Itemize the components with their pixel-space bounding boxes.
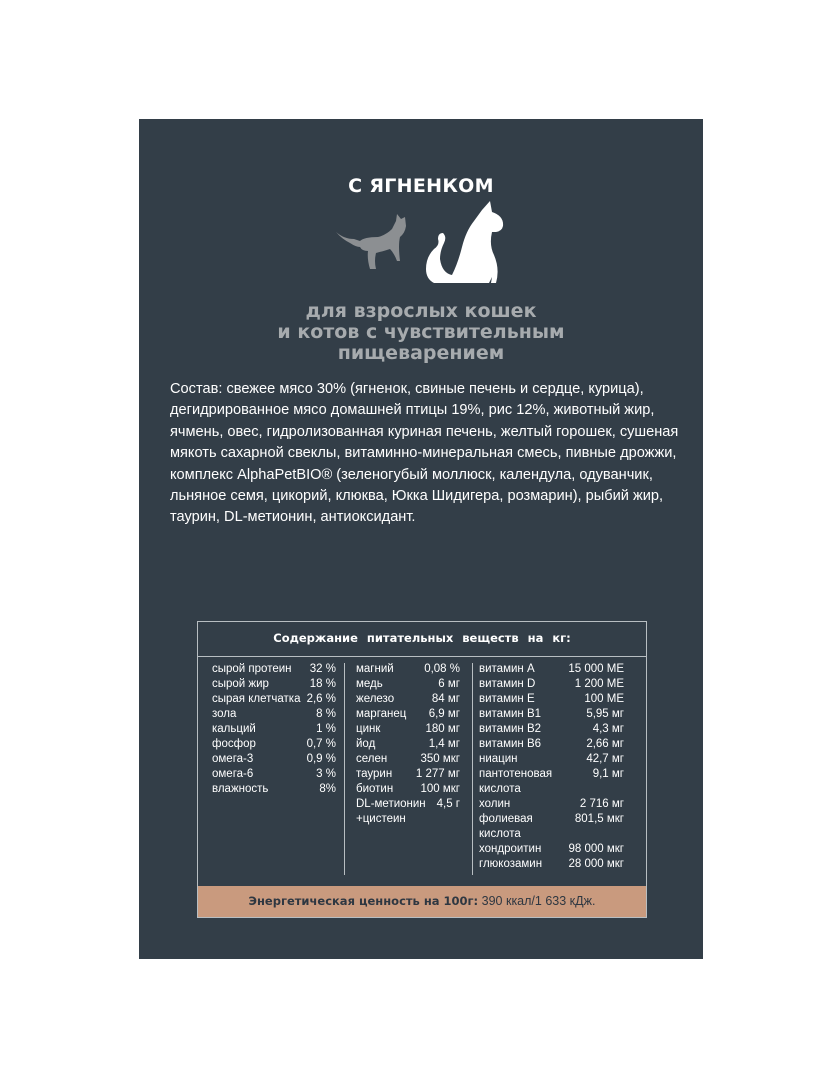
nutrient-row xyxy=(356,737,460,752)
nutrient-name: сырая клетчатка xyxy=(212,693,301,705)
nutrient-name: омега-3 xyxy=(212,753,254,765)
nutrient-row xyxy=(479,827,624,842)
nutrient-row xyxy=(479,737,624,752)
nutrient-row xyxy=(356,677,460,692)
nutrient-name: витамин В2 xyxy=(479,723,542,735)
composition-line: льняное семя, цикорий, клюква, Юкка Шидигера, розмарин), рыбий жир, xyxy=(170,488,664,505)
nutrient-row xyxy=(479,782,624,797)
composition-line: комплекс AlphaPetBIO® (зеленогубый моллюск, календула, одуванчик, xyxy=(170,466,653,483)
product-label-panel xyxy=(139,119,703,959)
nutrient-row xyxy=(212,752,336,767)
nutrients-column-basic xyxy=(212,662,336,797)
nutrient-value: 42,7 мг xyxy=(586,753,624,765)
nutrition-title: Содержание питательных веществ на кг: xyxy=(273,631,571,645)
nutrient-name: зола xyxy=(212,708,237,720)
nutrient-name: фолиевая xyxy=(479,813,533,825)
nutrient-value: 28 000 мкг xyxy=(568,858,624,870)
nutrient-name: йод xyxy=(356,738,376,750)
nutrient-row xyxy=(479,677,624,692)
nutrient-name: пантотеновая xyxy=(479,768,553,780)
nutrient-name: медь xyxy=(356,678,383,690)
nutrient-value: 8 % xyxy=(316,708,336,720)
nutrient-name: витамин В1 xyxy=(479,708,542,720)
nutrient-row xyxy=(479,722,624,737)
nutrient-name: витамин А xyxy=(479,663,535,675)
nutrient-name: холин xyxy=(479,798,511,810)
nutrient-name: фосфор xyxy=(212,738,256,750)
nutrient-row xyxy=(356,812,460,827)
nutrient-value: 6 мг xyxy=(438,678,460,690)
composition-line: дегидрированное мясо домашней птицы 19%, рис 12%, животный жир, xyxy=(170,402,655,419)
nutrient-row xyxy=(479,842,624,857)
column-divider xyxy=(344,663,345,875)
nutrient-name: глюкозамин xyxy=(479,858,543,870)
nutrient-value: 1 277 мг xyxy=(415,768,460,780)
nutrient-name: ниацин xyxy=(479,753,518,765)
nutrient-row xyxy=(479,857,624,872)
nutrient-value: 2 716 мг xyxy=(579,798,624,810)
nutrient-value: 0,9 % xyxy=(306,753,336,765)
nutrient-name: марганец xyxy=(356,708,407,720)
nutrient-value: 5,95 мг xyxy=(586,708,624,720)
nutrient-row xyxy=(479,692,624,707)
nutrient-row xyxy=(356,782,460,797)
nutrient-value: 100 мкг xyxy=(420,783,460,795)
subtitle-line: для взрослых кошек xyxy=(305,300,537,322)
composition-line: мякоть сахарной свеклы, витаминно-минеральная смесь, пивные дрожжи, xyxy=(170,445,677,462)
nutrient-row xyxy=(212,707,336,722)
nutrient-value: 2,66 мг xyxy=(586,738,624,750)
energy-value-band xyxy=(198,886,646,917)
nutrient-value: 6,9 мг xyxy=(428,708,460,720)
nutrient-name: омега-6 xyxy=(212,768,254,780)
title-divider xyxy=(198,656,646,657)
nutrient-value: 0,08 % xyxy=(424,663,460,675)
nutrient-name: витамин Е xyxy=(479,693,535,705)
nutrient-name: кальций xyxy=(212,723,256,735)
nutrient-value: 15 000 МЕ xyxy=(568,663,624,675)
nutrient-value: 8% xyxy=(319,783,336,795)
nutrient-row xyxy=(479,752,624,767)
composition-line: ячмень, овес, гидролизованная куриная печень, желтый горошек, сушеная xyxy=(170,423,679,440)
nutrient-value: 0,7 % xyxy=(306,738,336,750)
nutrient-name: сырой протеин xyxy=(212,663,292,675)
nutrient-row xyxy=(479,767,624,782)
nutrient-row xyxy=(479,707,624,722)
nutrient-name: биотин xyxy=(356,783,394,795)
nutrient-value: 32 % xyxy=(309,663,336,675)
nutrient-row xyxy=(356,752,460,767)
nutrient-value: 100 МЕ xyxy=(584,693,624,705)
composition-text xyxy=(170,379,680,529)
subtitle-line: пищеварением xyxy=(337,342,505,364)
nutrient-row xyxy=(479,812,624,827)
nutrient-row xyxy=(356,722,460,737)
nutrient-name: +цистеин xyxy=(356,813,406,825)
nutrient-row xyxy=(479,662,624,677)
nutrient-row xyxy=(356,692,460,707)
nutrient-row xyxy=(356,662,460,677)
composition-line: Состав: свежее мясо 30% (ягненок, свиные печень и сердце, курица), xyxy=(170,381,644,397)
energy-label: Энергетическая ценность на 100г: xyxy=(248,894,479,908)
nutrient-value: 4,3 мг xyxy=(592,723,624,735)
nutrient-row xyxy=(212,677,336,692)
column-divider xyxy=(472,663,473,875)
nutrient-name: сырой жир xyxy=(212,678,269,690)
nutrient-name: хондроитин xyxy=(479,843,542,855)
nutrient-value: 18 % xyxy=(309,678,336,690)
kitten-icon xyxy=(336,214,406,269)
nutrient-name: витамин D xyxy=(479,678,536,690)
nutrient-row xyxy=(212,737,336,752)
nutrient-name: железо xyxy=(356,693,395,705)
nutrient-name: магний xyxy=(356,663,394,675)
nutrient-value: 98 000 мкг xyxy=(568,843,624,855)
nutrient-row xyxy=(479,797,624,812)
subtitle xyxy=(139,301,703,364)
composition-line: таурин, DL-метионин, антиоксидант. xyxy=(170,509,416,526)
nutrient-row xyxy=(356,707,460,722)
nutrient-value: 2,6 % xyxy=(306,693,336,705)
nutrient-row xyxy=(212,782,336,797)
nutrient-value: 4,5 г xyxy=(436,798,460,810)
nutrient-name: таурин xyxy=(356,768,393,780)
nutrient-row xyxy=(212,662,336,677)
nutrient-name: DL-метионин xyxy=(356,798,426,810)
nutrient-row xyxy=(212,767,336,782)
nutrient-value: 180 мг xyxy=(425,723,460,735)
nutrient-row xyxy=(212,692,336,707)
nutrient-value: 801,5 мкг xyxy=(574,813,624,825)
flavor-heading: С ЯГНЕНКОМ xyxy=(348,175,494,197)
energy-value: 390 ккал/1 633 кДж. xyxy=(481,894,596,908)
nutrient-name: влажность xyxy=(212,783,269,795)
nutrient-value: 1,4 мг xyxy=(428,738,460,750)
cats-illustration xyxy=(334,199,509,289)
nutrient-name: витамин В6 xyxy=(479,738,542,750)
nutrient-value: 3 % xyxy=(316,768,336,780)
nutrient-value: 1 200 МЕ xyxy=(574,678,624,690)
cat-icon xyxy=(426,201,503,283)
nutrient-row xyxy=(212,722,336,737)
nutrient-value: 9,1 мг xyxy=(592,768,624,780)
nutrient-row xyxy=(356,767,460,782)
nutrition-table xyxy=(197,621,647,918)
nutrients-column-minerals xyxy=(356,662,460,827)
nutrient-value: 1 % xyxy=(316,723,336,735)
nutrient-value: 84 мг xyxy=(431,693,460,705)
nutrient-row xyxy=(356,797,460,812)
nutrient-name: цинк xyxy=(356,723,381,735)
nutrient-name: селен xyxy=(356,753,388,765)
nutrient-value: 350 мкг xyxy=(420,753,460,765)
nutrient-name: кислота xyxy=(479,828,521,840)
nutrient-name: кислота xyxy=(479,783,521,795)
subtitle-line: и котов с чувствительным xyxy=(277,321,565,343)
nutrients-column-vitamins xyxy=(479,662,624,872)
